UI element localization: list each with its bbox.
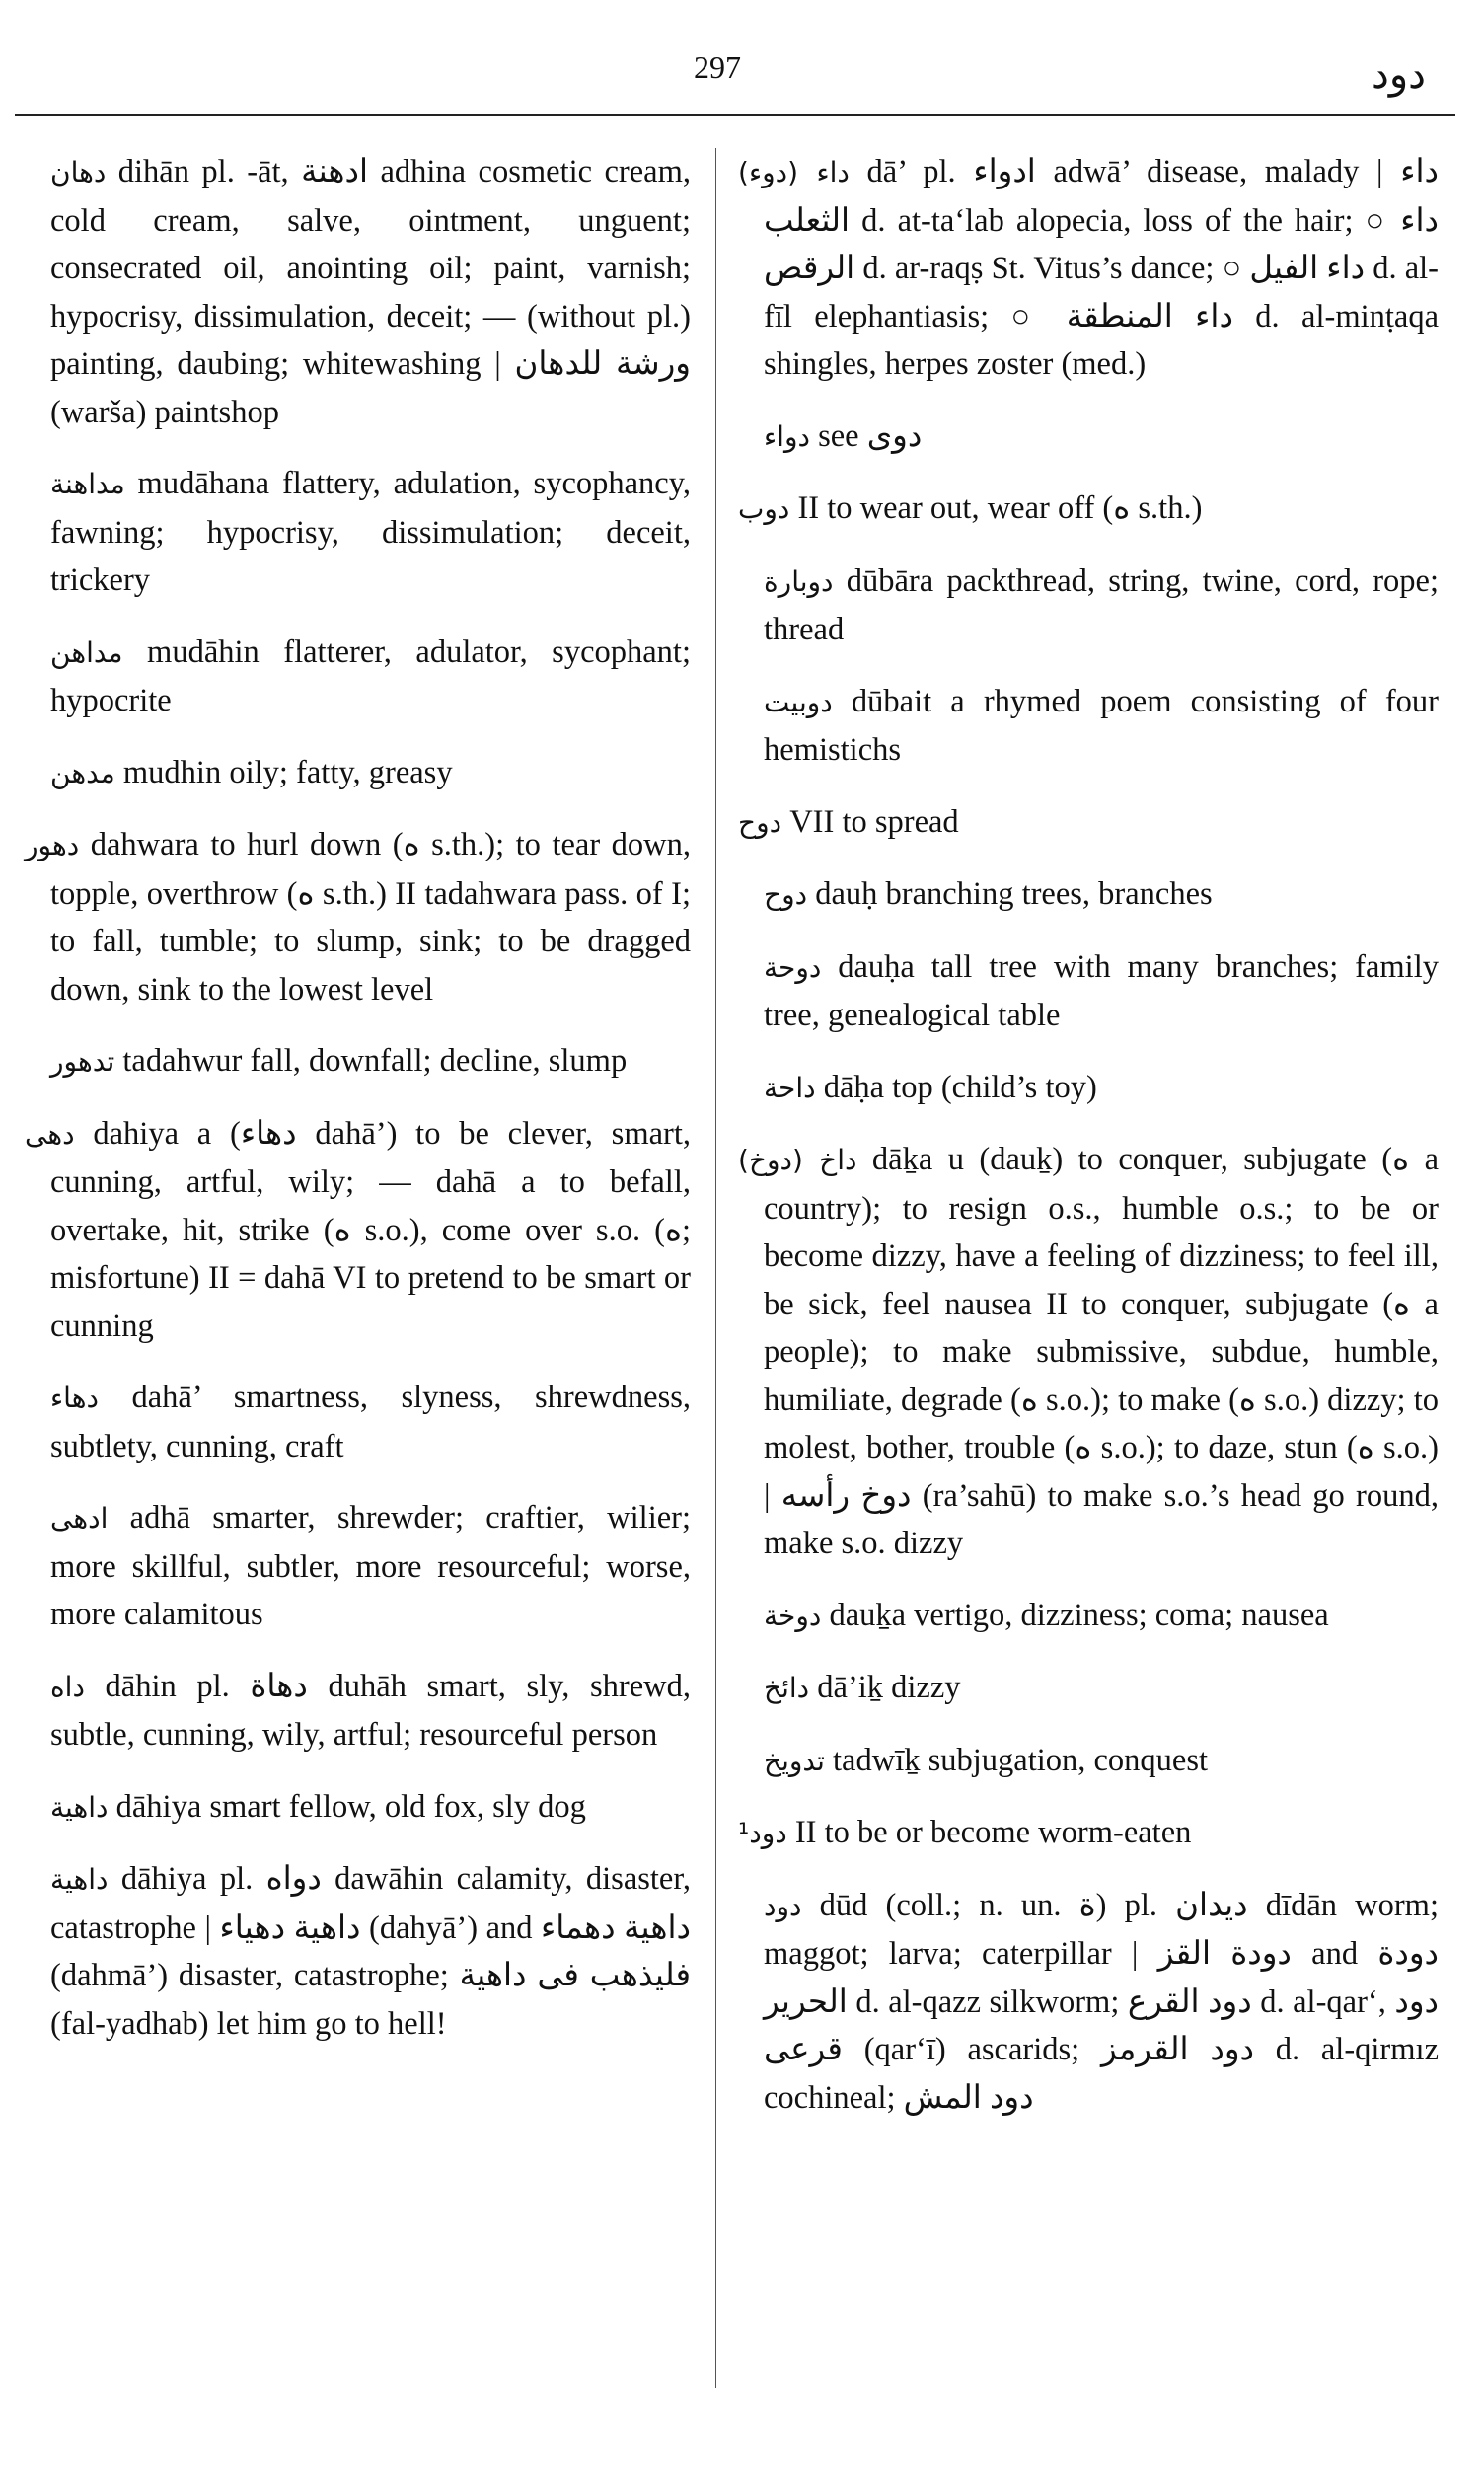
- arabic-headword: ادهى: [50, 1502, 109, 1534]
- sub-entry: [25, 1374, 691, 1470]
- entry-text: mudāhin flatterer, adulator, sycophant; hypocrite: [50, 634, 691, 718]
- arabic-headword: دوح: [764, 878, 808, 911]
- entry-text: tadwīḵ subjugation, conquest: [824, 1742, 1209, 1778]
- root-entry: [738, 798, 1439, 848]
- root-entry: [25, 821, 691, 1013]
- arabic-headword: داحة: [764, 1071, 816, 1104]
- entry-text: mudhin oily; fatty, greasy: [114, 754, 453, 790]
- arabic-headword: تدهور: [50, 1045, 115, 1078]
- arabic-headword: دوح: [738, 805, 782, 839]
- entry-text: dāḵa u (dauḵ) to conquer, subjugate (ه a country); to resign o.s., humble o.s.; to be or become dizzy, have a feeling of dizziness; to feel ill, be sick, feel nausea II to conquer, subjugate (ه a people); to make submissive, subdue, humble, humiliate, degrade (ه s.o.); to make (ه s.o.) dizzy; to molest, bother, trouble (ه s.o.); to daze, stun (ه s.o.) | دوخ رأسه (ra’sahū) to make s.o.’s head go round, make s.o. dizzy: [764, 1142, 1439, 1561]
- sub-entry: [738, 678, 1439, 775]
- entry-text: dāḥa top (child’s toy): [815, 1069, 1097, 1105]
- arabic-headword: داه: [50, 1670, 85, 1703]
- arabic-headword: دوبيت: [764, 685, 833, 718]
- entry-text: dūd (coll.; n. un. ة) pl. ديدان dīdān worm; maggot; larva; caterpillar | دودة القز and دودة الحرير d. al-qazz silkworm; دود القرع d. al-qar‘, دود قرعى (qar‘ī) ascarids; دود القرمز d. al-qirmız cochineal; دود المش: [764, 1887, 1439, 2116]
- sub-entry: [25, 629, 691, 725]
- arabic-headword: دوب: [738, 492, 790, 525]
- sub-entry: [738, 870, 1439, 920]
- sub-entry: [25, 1783, 691, 1833]
- entry-text: II to wear out, wear off (ه s.th.): [789, 490, 1203, 526]
- entry-text: dahwara to hurl down (ه s.th.); to tear down, topple, overthrow (ه s.th.) II tadahwara pass. of I; to fall, tumble; to slump, sink; to be dragged down, sink to the lowest level: [50, 827, 692, 1008]
- entry-text: dahā’ smartness, slyness, shrewdness, subtlety, cunning, craft: [50, 1380, 691, 1464]
- sub-entry: [738, 1064, 1439, 1113]
- entry-text: tadahwur fall, downfall; decline, slump: [114, 1043, 628, 1079]
- arabic-headword: دود: [764, 1889, 802, 1922]
- root-entry: [25, 1110, 691, 1351]
- entry-text: VII to spread: [781, 803, 959, 840]
- entry-text: dauḥa tall tree with many branches; family tree, genealogical table: [764, 948, 1439, 1033]
- entry-text: dā’ pl. ادواء adwā’ disease, malady | داء الثعلب d. at-ta‘lab alopecia, loss of the hair; ○ داء الرقص d. ar-raqṣ St. Vitus’s dance; ○ داء الفيل d. al-fīl elephantiasis; ○ داء المنطقة d. al-minṭaqa shingles, herpes zoster (med.): [764, 154, 1440, 382]
- entry-text: dauḥ branching trees, branches: [807, 876, 1213, 912]
- arabic-headword: دهان: [50, 156, 107, 188]
- entry-text: dūbait a rhymed poem consisting of four hemistichs: [764, 683, 1439, 768]
- sub-entry: [738, 1737, 1439, 1786]
- sub-entry: [25, 1494, 691, 1639]
- page-header: [0, 0, 1484, 118]
- arabic-headword: مداهن: [50, 636, 123, 669]
- column-divider: [715, 148, 716, 2388]
- entry-text: adhā smarter, shrewder; craftier, wilier; more skillful, subtler, more resourceful; worse, more calamitous: [50, 1500, 691, 1632]
- root-entry: [738, 485, 1439, 534]
- arabic-headword: مداهنة: [50, 468, 125, 500]
- entry-text: dāhiya pl. دواه dawāhin calamity, disaster, catastrophe | داهية دهياء (dahyā’) and داهية دهماء (dahmā’) disaster, catastrophe; فليذهب فى داهية (fal-yadhab) let him go to hell!: [50, 1861, 691, 2042]
- entry-text: dūbāra packthread, string, twine, cord, rope; thread: [764, 562, 1439, 647]
- sub-entry: [25, 1037, 691, 1086]
- arabic-headword: ¹دود: [738, 1817, 787, 1849]
- entry-text: dāhiya smart fellow, old fox, sly dog: [108, 1788, 586, 1825]
- arabic-headword: دهاء: [50, 1382, 99, 1414]
- left-column: [25, 148, 691, 2071]
- arabic-headword: داهية: [50, 1863, 109, 1896]
- arabic-headword: دهى: [25, 1117, 75, 1151]
- root-entry: [738, 148, 1439, 389]
- sub-entry: [25, 148, 691, 436]
- entry-text: dā’iḵ dizzy: [809, 1670, 961, 1705]
- sub-entry: [738, 558, 1439, 654]
- page-number: 297: [694, 49, 741, 85]
- entry-text: dahiya a (دهاء dahā’) to be clever, smart, cunning, artful, wily; — dahā a to befall, overtake, hit, strike (ه s.o.), come over s.o. (ه; misfortune) II = dahā VI to pretend to be smart or cunning: [50, 1115, 691, 1344]
- arabic-headword: دهور: [25, 829, 80, 861]
- sub-entry: [25, 1663, 691, 1759]
- root-entry: [738, 1809, 1439, 1858]
- arabic-headword: داهية: [50, 1790, 109, 1824]
- arabic-headword: دوخة: [764, 1599, 822, 1632]
- sub-entry: [25, 1855, 691, 2048]
- sub-entry: [25, 749, 691, 798]
- entry-text: dāhin pl. دهاة duhāh smart, sly, shrewd, subtle, cunning, wily, artful; resourceful person: [50, 1668, 692, 1753]
- guide-word: دود: [1372, 52, 1426, 97]
- entry-text: dauḵa vertigo, dizziness; coma; nausea: [821, 1597, 1329, 1633]
- sub-entry: [738, 412, 1439, 462]
- sub-entry: [738, 1664, 1439, 1713]
- entry-text: dihān pl. -āt, ادهنة adhina cosmetic cream, cold cream, salve, ointment, unguent; consecrated oil, anointing oil; paint, varnish; hypocrisy, dissimulation, deceit; — (without pl.) painting, daubing; whitewashing | ورشة للدهان (warša) paintshop: [50, 154, 691, 430]
- arabic-headword: تدويخ: [764, 1744, 825, 1777]
- sub-entry: [738, 1592, 1439, 1641]
- arabic-headword: دواء: [764, 419, 810, 453]
- arabic-headword: دوحة: [764, 950, 822, 984]
- header-rule: [15, 114, 1455, 116]
- arabic-headword: دوبارة: [764, 564, 834, 598]
- entry-text: II to be or become worm-eaten: [786, 1815, 1192, 1850]
- arabic-headword: مدهن: [50, 756, 115, 789]
- entry-text: see دوى: [809, 417, 923, 454]
- sub-entry: [738, 943, 1439, 1040]
- arabic-headword: (دوء) داء: [738, 156, 850, 188]
- sub-entry: [25, 460, 691, 605]
- entry-text: mudāhana flattery, adulation, sycophancy, fawning; hypocrisy, dissimulation; deceit, trickery: [50, 466, 691, 598]
- arabic-headword: (دوخ) داخ: [738, 1144, 857, 1176]
- root-entry: [738, 1136, 1439, 1568]
- right-column: [738, 148, 1439, 2145]
- sub-entry: [738, 1882, 1439, 2123]
- arabic-headword: دائخ: [764, 1672, 810, 1704]
